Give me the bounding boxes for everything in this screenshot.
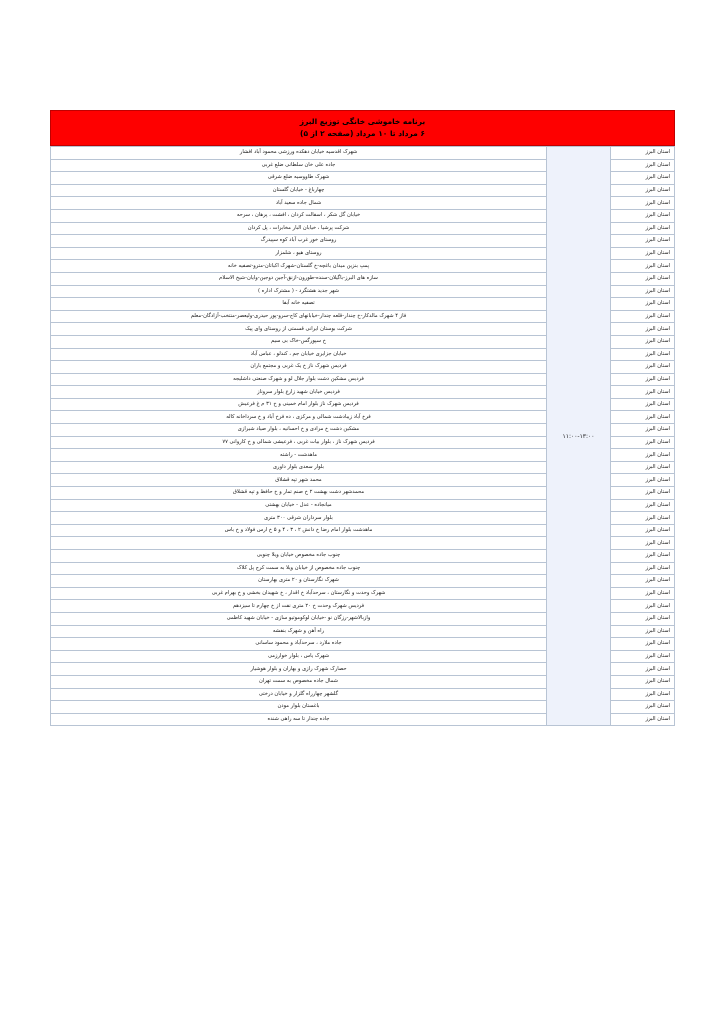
area-cell: فردیس شهرک وحدت خ ۲۰ متری نفت از خ چهارم تا سیزدهم	[51, 600, 547, 613]
outage-table	[50, 146, 675, 726]
province-cell: استان البرز	[611, 701, 675, 714]
area-cell: چهارباغ - خیابان گلستان	[51, 184, 547, 197]
province-cell: استان البرز	[611, 348, 675, 361]
schedule-header-banner	[50, 110, 675, 146]
area-cell	[51, 537, 547, 550]
area-cell: شهرک اقدسیه خیابان دهکده ورزشی محمود آباد افشار	[51, 147, 547, 160]
province-cell: استان البرز	[611, 147, 675, 160]
area-cell: پمپ بنزین میدان باغچه-خ گلستان-شهرک اکباتان-مترو-تصفیه خانه	[51, 260, 547, 273]
area-cell: ماهدشت - راشته	[51, 449, 547, 462]
area-cell: فردیس شهرک ناز خ یک غربی و مجتمع باران	[51, 361, 547, 374]
area-cell: خیابان جزایری خیابان جم ، کندلو ، عباس آباد	[51, 348, 547, 361]
province-cell: استان البرز	[611, 386, 675, 399]
province-cell: استان البرز	[611, 159, 675, 172]
province-cell: استان البرز	[611, 222, 675, 235]
province-cell: استان البرز	[611, 713, 675, 726]
area-cell: مشکین دشت خ مرادی و خ احسانیه ، بلوار صیاد شیرازی	[51, 424, 547, 437]
area-cell: شمال جاده سعید آباد	[51, 197, 547, 210]
province-cell: استان البرز	[611, 663, 675, 676]
province-cell: استان البرز	[611, 424, 675, 437]
province-cell: استان البرز	[611, 398, 675, 411]
province-cell: استان البرز	[611, 209, 675, 222]
area-cell: گلشهر چهارراه گلزار و خیابان درختی	[51, 688, 547, 701]
province-cell: استان البرز	[611, 474, 675, 487]
area-cell: راه آهن و شهرک بنفشه	[51, 625, 547, 638]
province-cell: استان البرز	[611, 638, 675, 651]
area-cell: شهرک یاس ، بلوار خوارزمی	[51, 650, 547, 663]
area-cell: شمال جاده مخصوص به سمت تهران	[51, 675, 547, 688]
province-cell: استان البرز	[611, 524, 675, 537]
province-cell: استان البرز	[611, 650, 675, 663]
area-cell: بلوار سرداران شرقی ۳۰۰ متری	[51, 512, 547, 525]
area-cell: جاده چندار تا سه راهی شنده	[51, 713, 547, 726]
province-cell: استان البرز	[611, 487, 675, 500]
area-cell: محمد شهر تپه قشلاق	[51, 474, 547, 487]
province-cell: استان البرز	[611, 612, 675, 625]
area-cell: شرکت بوستان ایرانی قسمتی از روستای وای پیک	[51, 323, 547, 336]
province-cell: استان البرز	[611, 247, 675, 260]
province-cell: استان البرز	[611, 323, 675, 336]
area-cell: شرکت پرشیا ، خیابان البار مخابرات ، پل کردان	[51, 222, 547, 235]
province-cell: استان البرز	[611, 260, 675, 273]
province-cell: استان البرز	[611, 235, 675, 248]
table-row	[51, 147, 675, 160]
area-cell: فردیس مشکین دشت بلوار جلال لو و شهرک صنعتی داشلیجه	[51, 373, 547, 386]
province-cell: استان البرز	[611, 575, 675, 588]
area-cell: جاده علی خان سلطانی ضلع غربی	[51, 159, 547, 172]
province-cell: استان البرز	[611, 688, 675, 701]
province-cell: استان البرز	[611, 335, 675, 348]
area-cell: فاز ۴ شهرک مالدکار-خ چندار-قلعه چندار-خیابانهای کاج-سرو-پور حیدری-ولیعصر-منتخب-آزادگان-معلم	[51, 310, 547, 323]
area-cell: شهرک وحدت و نگارستان ، سرحدآباد خ اقدار ، خ شهیدان بخشی و خ بهرام غربی	[51, 587, 547, 600]
province-cell: استان البرز	[611, 361, 675, 374]
province-cell: استان البرز	[611, 625, 675, 638]
province-cell: استان البرز	[611, 298, 675, 311]
area-cell: وازبالاشهر-رزگان نو -خیابان لوکوموتیو سازی - خیابان شهید کاظمی	[51, 612, 547, 625]
province-cell: استان البرز	[611, 449, 675, 462]
area-cell: جاده ملارد ، سرحدآباد و محمود ساسانی	[51, 638, 547, 651]
area-cell: شهرک طاووسیه ضلع شرقی	[51, 172, 547, 185]
area-cell: محمدشهر دشت بهشت ۲ خ صنم تمار و خ حافظ و تپه قشلاق	[51, 487, 547, 500]
area-cell: تصفیه خانه آبفا	[51, 298, 547, 311]
area-cell: روستای هیو ، شلمزار	[51, 247, 547, 260]
province-cell: استان البرز	[611, 461, 675, 474]
area-cell: حصارک شهرک رازی و بهاران و بلوار هوشیار	[51, 663, 547, 676]
time-slot-cell: ۱۱:۰۰-۱۳:۰۰	[547, 147, 611, 726]
area-cell: ماهدشت بلوار امام رضا خ دانش ۲ ، ۳ ، ۴ و ۵ خ ارس فولاد و خ باس	[51, 524, 547, 537]
area-cell: چنوب جاده مخصوص از خیابان ویلا به سمت کرج پل کلاک	[51, 562, 547, 575]
province-cell: استان البرز	[611, 411, 675, 424]
province-cell: استان البرز	[611, 285, 675, 298]
area-cell: فردیس شهرک ناز بلوار امام خمینی و خ ۳۱ م غ فرعیش	[51, 398, 547, 411]
area-cell: فردیس شهرک ناز ، بلوار بیات غربی ، فرعیشی شمالی و خ کاروانی ۷۷	[51, 436, 547, 449]
outage-schedule-sheet	[50, 110, 675, 726]
province-cell: استان البرز	[611, 600, 675, 613]
area-cell: چنوب جاده مخصوص خیابان ویلا چنوبی	[51, 550, 547, 563]
province-cell: استان البرز	[611, 550, 675, 563]
province-cell: استان البرز	[611, 172, 675, 185]
province-cell: استان البرز	[611, 197, 675, 210]
province-cell: استان البرز	[611, 512, 675, 525]
area-cell: بلوار سعدی بلوار داوری	[51, 461, 547, 474]
province-cell: استان البرز	[611, 184, 675, 197]
area-cell: فردیس خیابان شهید زارع بلوار سروناز	[51, 386, 547, 399]
province-cell: استان البرز	[611, 562, 675, 575]
area-cell: خ سپورگس-خاک بی سیم	[51, 335, 547, 348]
schedule-subtitle: ۶ مرداد تا ۱۰ مرداد (صفحه ۲ از ۵)	[300, 129, 425, 138]
area-cell: فرخ آباد زیبادشت شمالی و مرکزی ، ده فرخ آباد و خ سرداخانه کاله	[51, 411, 547, 424]
area-cell: سازه های البرز-باگیلان-سنده-طورون-ازنق-آجین دوجین-وایان-شیخ الاسلام	[51, 272, 547, 285]
province-cell: استان البرز	[611, 373, 675, 386]
area-cell: میانجاده - عدل - خیابان بهشتی	[51, 499, 547, 512]
schedule-title: برنامه خاموشی خانگی توزیع البرز	[299, 117, 426, 126]
area-cell: خیابان گل شکر ، اسفالت کردان ، افشت ، پرهان ، سرحه	[51, 209, 547, 222]
area-cell: شهر جدید هشتگرد - ( مشترک اداره )	[51, 285, 547, 298]
province-cell: استان البرز	[611, 272, 675, 285]
province-cell: استان البرز	[611, 436, 675, 449]
area-cell: شهرک نگارستان و ۲۰ متری بهارستان	[51, 575, 547, 588]
province-cell: استان البرز	[611, 310, 675, 323]
area-cell: باغستان بلوار موذن	[51, 701, 547, 714]
province-cell: استان البرز	[611, 587, 675, 600]
province-cell: استان البرز	[611, 675, 675, 688]
province-cell: استان البرز	[611, 499, 675, 512]
province-cell: استان البرز	[611, 537, 675, 550]
area-cell: روستای خور غرب آباد کوه سپیدرگ	[51, 235, 547, 248]
